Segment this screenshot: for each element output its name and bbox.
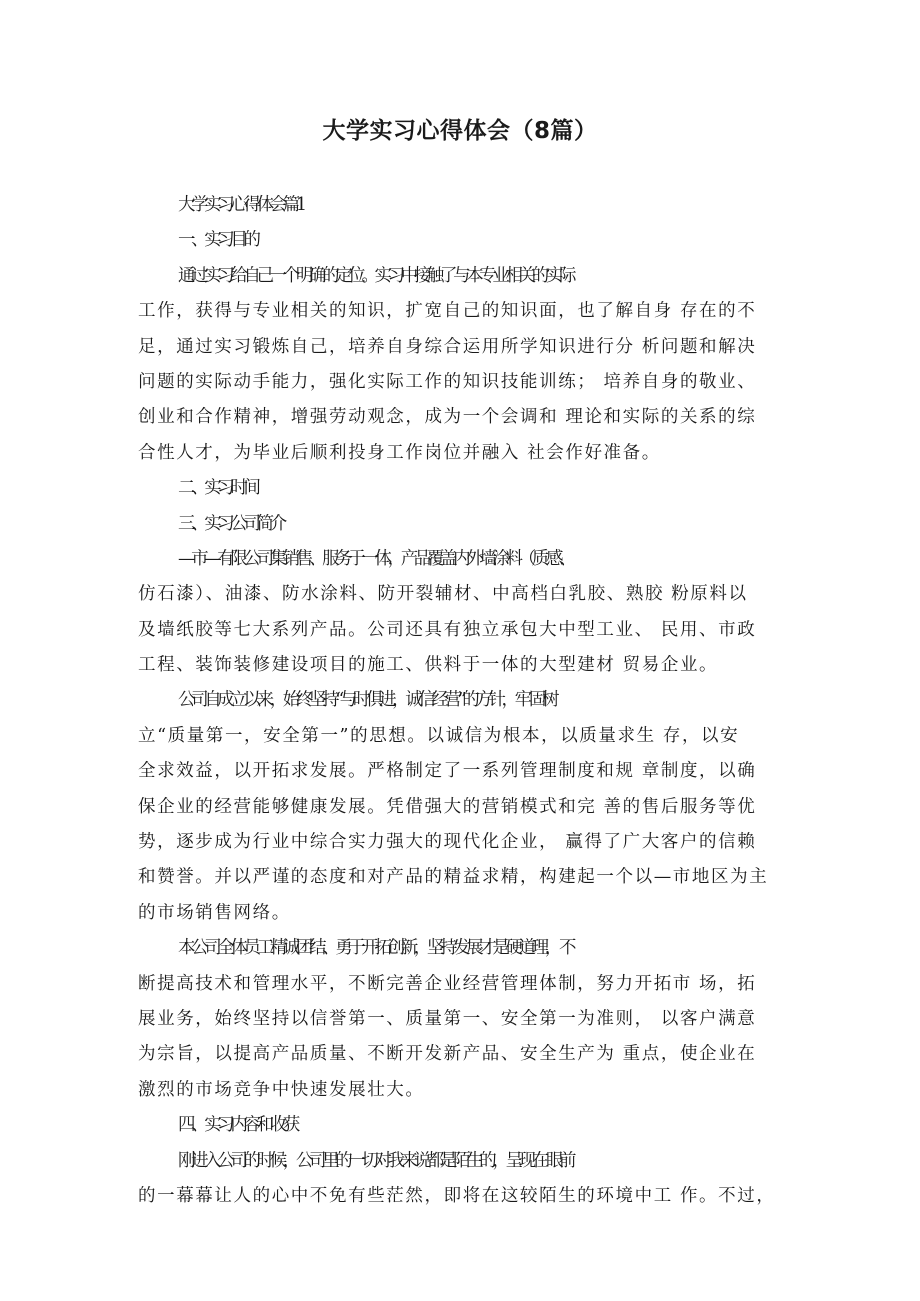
text-line: 和赞誉。并以严谨的态度和对产品的精益求精，构建起一个以—市地区为主 (138, 867, 769, 888)
text-line: 断提高技术和管理水平，不断完善企业经营管理体制，努力开拓市 场，拓 (138, 973, 757, 994)
text-line: 合性人才，为毕业后顺利投身工作岗位并融入 社会作好准备。 (138, 442, 661, 463)
text-line: 激烈的市场竞争中快速发展壮大。 (138, 1079, 425, 1100)
text-line: 一、实习目的 (178, 230, 257, 251)
text-line: 足，通过实习锻炼自己，培养自身综合运用所学知识进行分 析问题和解决 (138, 336, 757, 357)
text-line: 立“质量第一，安全第一”的思想。以诚信为根本，以质量求生 存，以安 (138, 725, 740, 746)
text-line: 四、实习内容和收获 (178, 1115, 296, 1136)
text-line: —市—有限公司集销售、服务于一体，产品覆盖内外墙涂料（质 感、 (178, 548, 573, 569)
text-line: 势，逐步成为行业中综合实力强大的现代化企业， 赢得了广大客户的信赖 (138, 832, 757, 853)
document-body (138, 188, 794, 1214)
text-line: 展业务，始终坚持以信誉第一、质量第一、安全第一为准则， 以客户满意 (138, 1008, 757, 1029)
text-line: 通过实习给自己一个明确的定位。实习中接触了与本专业相关的 实际 (178, 265, 573, 286)
text-line: 公司自成立以来，始终坚持“与时俱进，诚信经营”的方针，牢 固树 (178, 690, 556, 711)
text-line: 为宗旨，以提高产品质量、不断开发新产品、安全生产为 重点，使企业在 (138, 1044, 757, 1065)
text-line: 大学实习心得体会篇1 (178, 195, 303, 215)
text-line: 工程、装饰装修建设项目的施工、供料于一体的大型建材 贸易企业。 (138, 655, 719, 676)
text-line: 保企业的经营能够健康发展。凭借强大的营销模式和完 善的售后服务等优 (138, 796, 757, 817)
text-line: 本公司全体员工精诚团结、勇于开拓创新，坚持发展才是硬道理， 不 (178, 938, 573, 959)
text-line: 刚进入公司的时候，公司里的一切对我来说都是陌生的，呈现在 眼前 (178, 1150, 573, 1171)
text-line: 工作，获得与专业相关的知识，扩宽自己的知识面，也了解自身 存在的不 (138, 301, 757, 322)
text-line: 及墙纸胶等七大系列产品。公司还具有独立承包大中型工业、 民用、市政 (138, 619, 757, 640)
text-line: 问题的实际动手能力，强化实际工作的知识技能训练； 培养自身的敬业、 (138, 371, 757, 392)
text-line: 二、实习时间 (178, 478, 257, 499)
text-line: 的市场销售网络。 (138, 902, 291, 923)
text-line: 的一幕幕让人的心中不免有些茫然，即将在这较陌生的环境中工 作。不过， (138, 1185, 776, 1206)
text-line: 全求效益，以开拓求发展。严格制定了一系列管理制度和规 章制度，以确 (138, 761, 757, 782)
text-line: 仿石漆）、油漆、防水涂料、防开裂辅材、中高档白乳胶、熟胶 粉原料以 (138, 584, 748, 605)
text-line: 创业和合作精神，增强劳动观念，成为一个会调和 理论和实际的关系的综 (138, 407, 757, 428)
document-title: 大学实习心得体会（8篇） (322, 118, 598, 144)
text-line: 三、实习公司简介 (178, 513, 283, 534)
